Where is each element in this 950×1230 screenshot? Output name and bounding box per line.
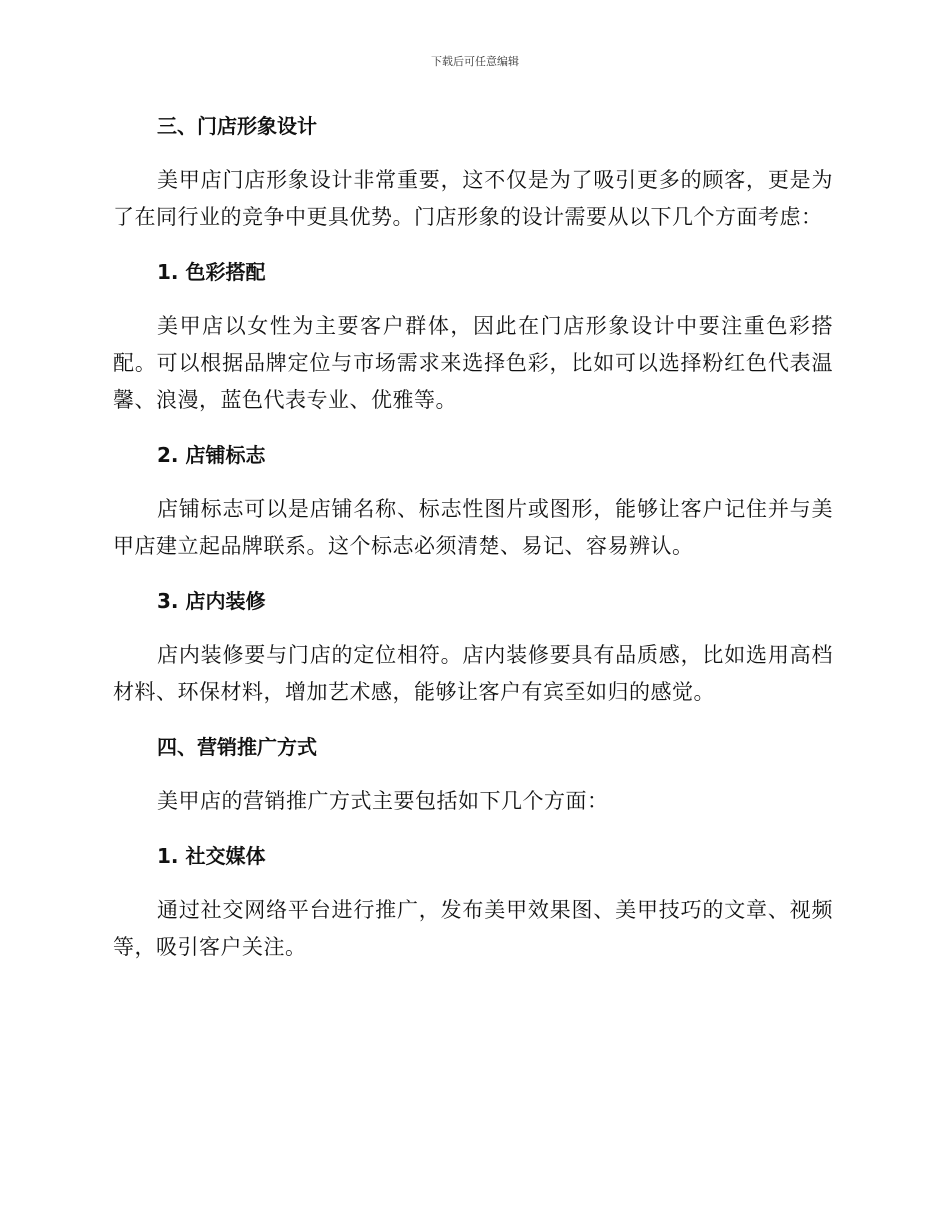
paragraph-marketing-intro: 美甲店的营销推广方式主要包括如下几个方面：: [157, 789, 609, 813]
section-heading-storefront-design: 三、门店形象设计: [157, 114, 317, 138]
subheading-social-media: 1. 社交媒体: [157, 844, 266, 868]
section-heading-marketing: 四、营销推广方式: [157, 735, 317, 759]
paragraph-social-media: 通过社交网络平台进行推广，发布美甲效果图、美甲技巧的文章、视频等，吸引客户关注。: [113, 898, 833, 959]
paragraph-interior-decoration: 店内装修要与门店的定位相符。店内装修要具有品质感，比如选用高档材料、环保材料，增加艺术感，能够让客户有宾至如归的感觉。: [113, 643, 833, 704]
document-body: [113, 110, 833, 986]
subheading-interior-decoration: 3. 店内装修: [157, 589, 266, 613]
paragraph-store-logo: 店铺标志可以是店铺名称、标志性图片或图形，能够让客户记住并与美甲店建立起品牌联系。这个标志必须清楚、易记、容易辨认。: [113, 497, 833, 558]
paragraph-storefront-intro: 美甲店门店形象设计非常重要，这不仅是为了吸引更多的顾客，更是为了在同行业的竞争中更具优势。门店形象的设计需要从以下几个方面考虑：: [113, 168, 833, 229]
subheading-color-scheme: 1. 色彩搭配: [157, 260, 266, 284]
page-header-note: 下载后可任意编辑: [431, 55, 519, 68]
subheading-store-logo: 2. 店铺标志: [157, 443, 266, 467]
paragraph-color-scheme: 美甲店以女性为主要客户群体，因此在门店形象设计中要注重色彩搭配。可以根据品牌定位与市场需求来选择色彩，比如可以选择粉红色代表温馨、浪漫，蓝色代表专业、优雅等。: [113, 314, 833, 412]
